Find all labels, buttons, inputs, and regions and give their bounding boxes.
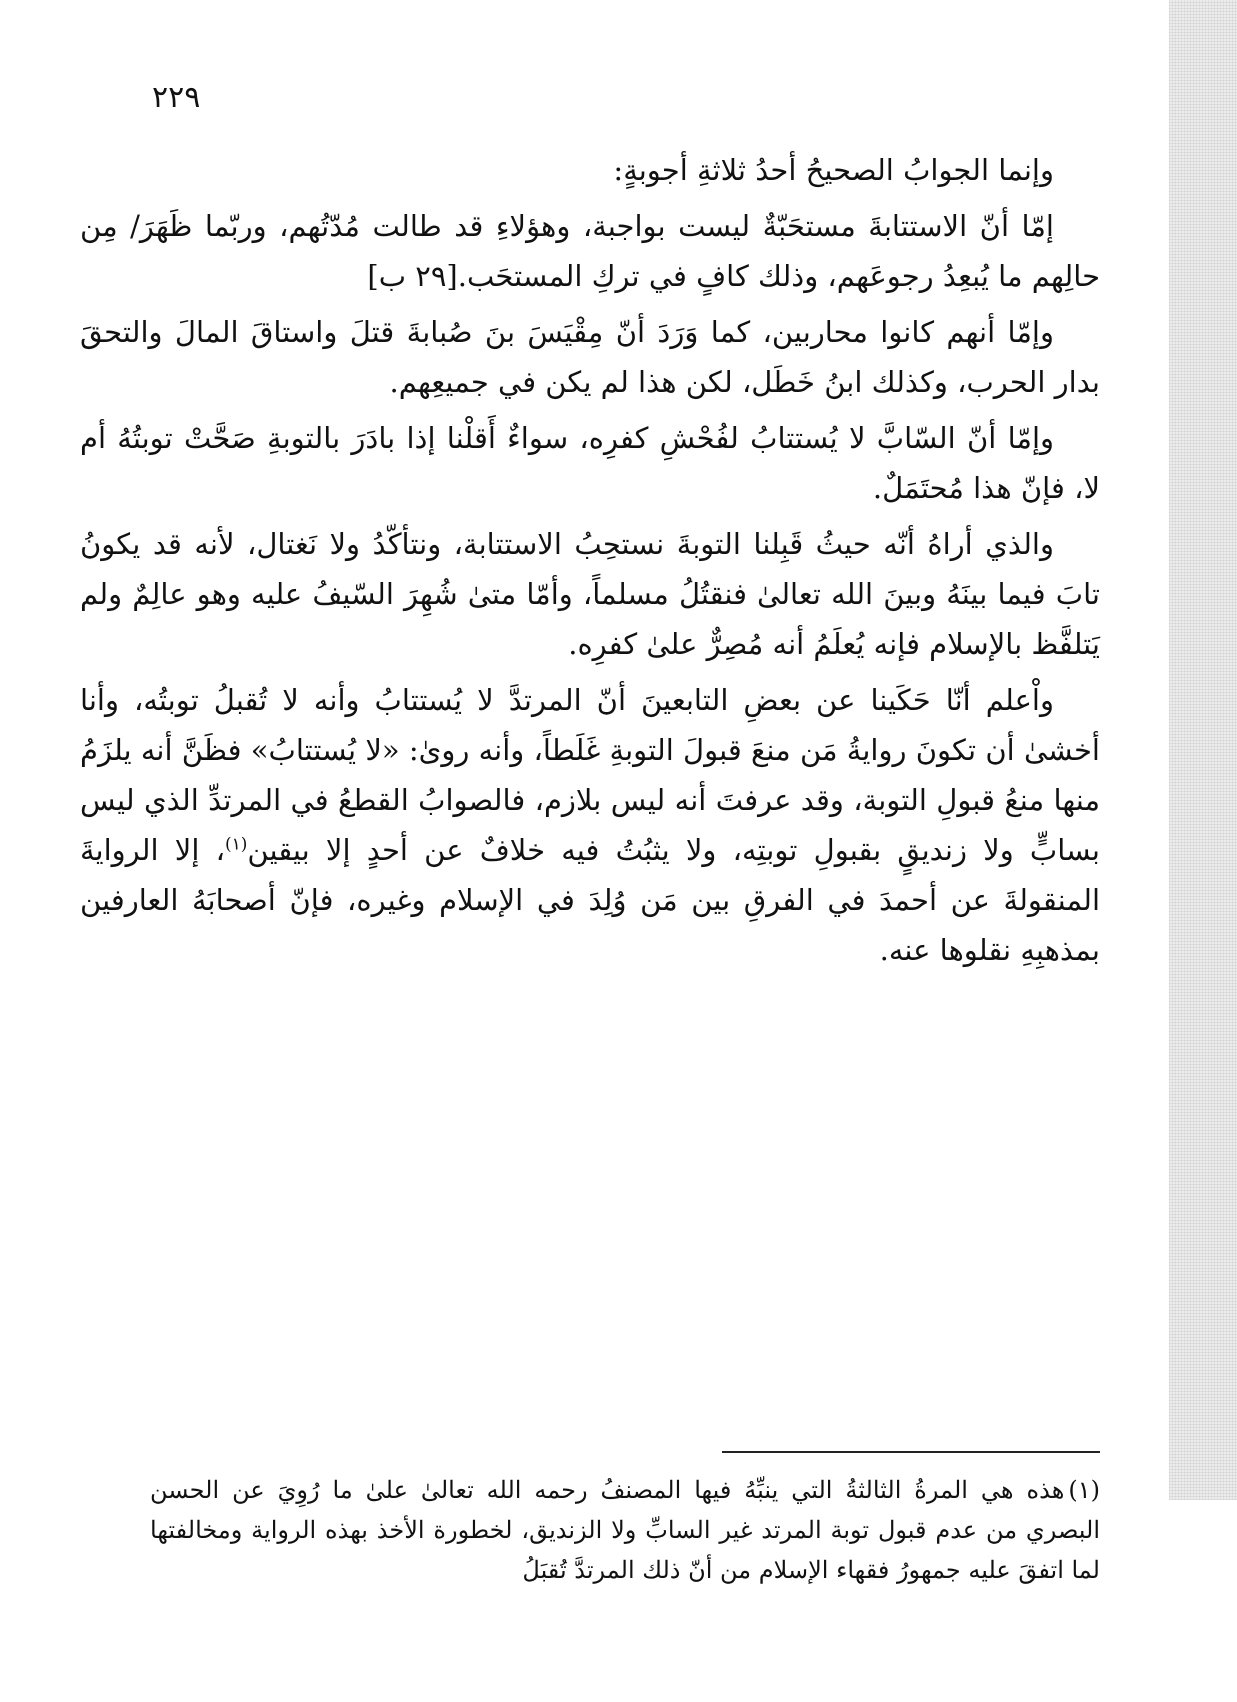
paragraph: والذي أراهُ أنّه حيثُ قَبِلنا التوبةَ نستحِبُ الاستتابة، ونتأكّدُ ولا نَغتال، لأنه قد يكونُ تابَ فيما بينَهُ وبينَ الله تعالىٰ فنقتُلُ مسلماً، وأمّا متىٰ شُهِرَ السّيفُ عليه وهو عالِمٌ ولم يَتلفَّظ بالإسلام فإنه يُعلَمُ أنه مُصِرٌّ علىٰ كفرِه. [80, 527, 1100, 661]
scan-edge-texture [1169, 0, 1237, 1500]
footnotes [150, 1470, 1100, 1590]
footnote-text: هذه هي المرةُ الثالثةُ التي ينبِّهُ فيها المصنفُ رحمه الله تعالىٰ علىٰ ما رُوِيَ عن الحسن البصري من عدم قبول توبة المرتد غير السابِّ ولا الزنديق، لخطورة الأخذ بهذه الرواية ومخالفتها لما اتفقَ عليه جمهورُ فقهاء الإسلام من أنّ ذلك المرتدَّ تُقبَلُ [150, 1476, 1100, 1584]
footnote-reference[interactable]: (١) [224, 834, 248, 855]
paragraph-with-footnote-ref [80, 675, 1100, 975]
paragraph: وإمّا أنهم كانوا محاربين، كما وَرَدَ أنّ مِقْيَسَ بنَ صُبابةَ قتلَ واستاقَ المالَ والتحقَ بدار الحرب، وكذلك ابنُ خَطَل، لكن هذا لم يكن في جميعِهم. [80, 315, 1100, 399]
footnote-divider [722, 1451, 1100, 1453]
footnote-mark: (١) [1068, 1476, 1100, 1504]
paragraph: وإنما الجوابُ الصحيحُ أحدُ ثلاثةِ أجوبةٍ: [613, 153, 1054, 187]
page-number: ٢٢٩ [152, 80, 201, 115]
footnote [150, 1470, 1100, 1590]
paragraph: وإمّا أنّ السّابَّ لا يُستتابُ لفُحْشِ كفرِه، سواءٌ أَقلْنا إذا بادَرَ بالتوبةِ صَحَّتْ توبتُهُ أم لا، فإنّ هذا مُحتَمَلٌ. [80, 421, 1100, 505]
paragraph: إمّا أنّ الاستتابةَ مستحَبّةٌ ليست بواجبة، وهؤلاءِ قد طالت مُدّتُهم، وربّما ظَهَرَ/ مِن حالِهم ما يُبعِدُ رجوعَهم، وذلك كافٍ في تركِ المستحَب.[٢٩ ب] [80, 209, 1100, 293]
paragraph-text-before-ref: واْعلم أنّا حَكَينا عن بعضِ التابعينَ أنّ المرتدَّ لا يُستتابُ وأنه لا تُقبلُ توبتُه، وأنا أخشىٰ أن تكونَ روايةُ مَن منعَ قبولَ التوبةِ غَلَطاً، وأنه روىٰ: «لا يُستتابُ» فظَنَّ أنه يلزَمُ منها منعُ قبولِ التوبة، وقد عرفتَ أنه ليس بلازم، فالصوابُ القطعُ في المرتدِّ الذي ليس بسابٍّ ولا زنديقٍ بقبولِ توبتِه، ولا يثبُتُ فيه خلافٌ عن أحدٍ إلا بيقين [80, 683, 1101, 867]
paragraph-text-after-ref: ، إلا الروايةَ المنقولةَ عن أحمدَ في الفرقِ بين مَن وُلِدَ في الإسلام وغيره، فإنّ أصحابَهُ العارفين بمذهبِهِ نقلوها عنه. [80, 833, 1100, 967]
main-text [80, 145, 1100, 981]
